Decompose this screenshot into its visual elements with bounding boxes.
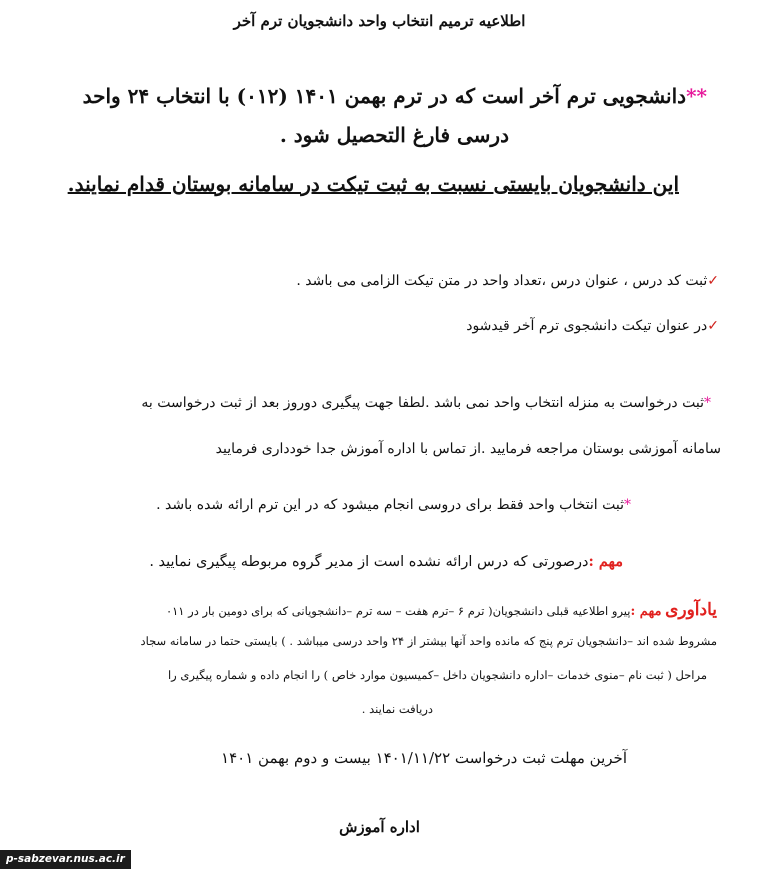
checklist-item-text: در عنوان تیکت دانشجوی ترم آخر قیدشود [466, 318, 708, 334]
reminder-line-3: مراحل ( ثبت نام –منوی خدمات –اداره دانشجویان داخل –کمیسیون موارد خاص ) را انجام داده و شماره پیگیری را [167, 668, 707, 682]
checklist-item [296, 273, 719, 289]
important-text: درصورتی که درس ارائه نشده است از مدیر گروه مربوطه پیگیری نمایید . [149, 554, 589, 570]
note-1-line-1-text: ثبت درخواست به منزله انتخاب واحد نمی باشد .لطفا جهت پیگیری دوروز بعد از ثبت درخواست به [141, 395, 704, 411]
important-label: مهم : [588, 553, 623, 570]
page-title: اطلاعیه ترمیم انتخاب واحد دانشجویان ترم آخر [233, 12, 526, 30]
reminder-label: یادآوری [665, 600, 717, 620]
asterisk-marker: * [624, 497, 631, 513]
note-1-line-2: سامانه آموزشی بوستان مراجعه فرمایید .از تماس با اداره آموزش جدا خودداری فرمایید [215, 441, 721, 457]
signature: اداره آموزش [339, 818, 420, 836]
checklist-item-text: ثبت کد درس ، عنوان درس ،تعداد واحد در متن تیکت الزامی می باشد . [296, 273, 708, 289]
intro-line-1-text: دانشجویی ترم آخر است که در ترم بهمن ۱۴۰۱ (۰۱۲) با انتخاب ۲۴ واحد [82, 84, 687, 108]
deadline-line: آخرین مهلت ثبت درخواست ۱۴۰۱/۱۱/۲۲ بیست و دوم بهمن ۱۴۰۱ [221, 749, 627, 767]
intro-line-2: درسی فارغ التحصیل شود . [279, 123, 509, 147]
note-2 [156, 497, 631, 513]
reminder-line-4: دریافت نمایند . [361, 702, 433, 716]
checkmark-icon: ✓ [707, 273, 719, 289]
note-1-line-1 [141, 395, 711, 411]
checkmark-icon: ✓ [707, 318, 719, 334]
reminder-line-1 [166, 600, 717, 620]
intro-line-1 [83, 84, 707, 108]
important-note [149, 553, 623, 570]
note-2-text: ثبت انتخاب واحد فقط برای دروسی انجام میشود که در این ترم ارائه شده باشد . [156, 497, 624, 513]
reminder-important-label: مهم : [630, 604, 662, 619]
reminder-line-2: مشروط شده اند –دانشجویان ترم پنج که مانده واحد آنها بیشتر از ۲۴ واحد درسی میباشد . ) بایستی حتما در سامانه سجاد [140, 634, 717, 648]
checklist-item [466, 318, 719, 334]
asterisk-marker: * [704, 395, 711, 411]
intro-line-3-underlined: این دانشجویان بایستی نسبت به ثبت تیکت در سامانه بوستان قدام نمایند. [67, 172, 679, 196]
reminder-line-1-text: پیرو اطلاعیه قبلی دانشجویان( ترم ۶ –ترم هفت – سه ترم –دانشجویانی که برای دومین بار در ۰۱۱ [165, 604, 631, 618]
site-watermark: p-sabzevar.nus.ac.ir [0, 850, 131, 869]
double-star-marker: ** [686, 84, 707, 108]
